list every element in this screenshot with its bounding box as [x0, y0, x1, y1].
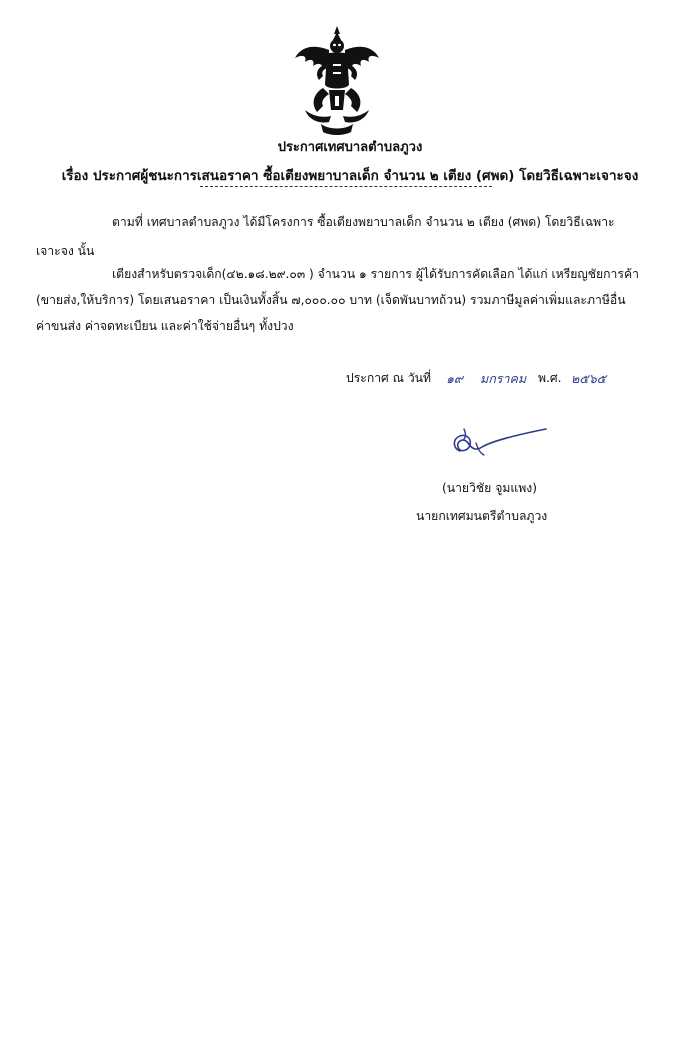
- date-day: ๑๙: [446, 371, 464, 386]
- signer-position: นายกเทศมนตรีตำบลภูวง: [416, 509, 548, 523]
- issuer-title: ประกาศเทศบาลตำบลภูวง: [277, 140, 423, 155]
- signature-icon: [446, 425, 550, 463]
- date-month: มกราคม: [480, 371, 527, 386]
- divider: [200, 186, 492, 187]
- signer-name: (นายวิชัย จูมแพง): [442, 481, 537, 495]
- para2-line2: (ขายส่ง,ให้บริการ) โดยเสนอราคา เป็นเงินทั้งสิ้น ๗,๐๐๐.๐๐ บาท (เจ็ดพันบาทถ้วน) รวมภาษีมูลค่าเพิ่มและภาษีอื่น: [36, 293, 626, 307]
- para2-line3: ค่าขนส่ง ค่าจดทะเบียน และค่าใช้จ่ายอื่นๆ ทั้งปวง: [36, 319, 294, 333]
- para1-line1: ตามที่ เทศบาลตำบลภูวง ได้มีโครงการ ซื้อเตียงพยาบาลเด็ก จำนวน ๒ เตียง (ศพด) โดยวิธีเฉพาะ: [112, 215, 615, 229]
- date-year: ๒๕๖๕: [571, 371, 607, 386]
- para1-line2: เจาะจง นั้น: [36, 244, 95, 258]
- para2-line1: เตียงสำหรับตรวจเด็ก(๔๒.๑๘.๒๙.๐๓ ) จำนวน ๑ รายการ ผู้ได้รับการคัดเลือก ได้แก่ เหรียญชัยการค้า: [112, 267, 639, 281]
- date-prefix: ประกาศ ณ วันที่: [346, 371, 432, 385]
- garuda-emblem-icon: [291, 24, 383, 136]
- subject-title: เรื่อง ประกาศผู้ชนะการเสนอราคา ซื้อเตียงพยาบาลเด็ก จำนวน ๒ เตียง (ศพด) โดยวิธีเฉพาะเจาะจง: [61, 168, 639, 184]
- date-year-prefix: พ.ศ.: [538, 371, 562, 385]
